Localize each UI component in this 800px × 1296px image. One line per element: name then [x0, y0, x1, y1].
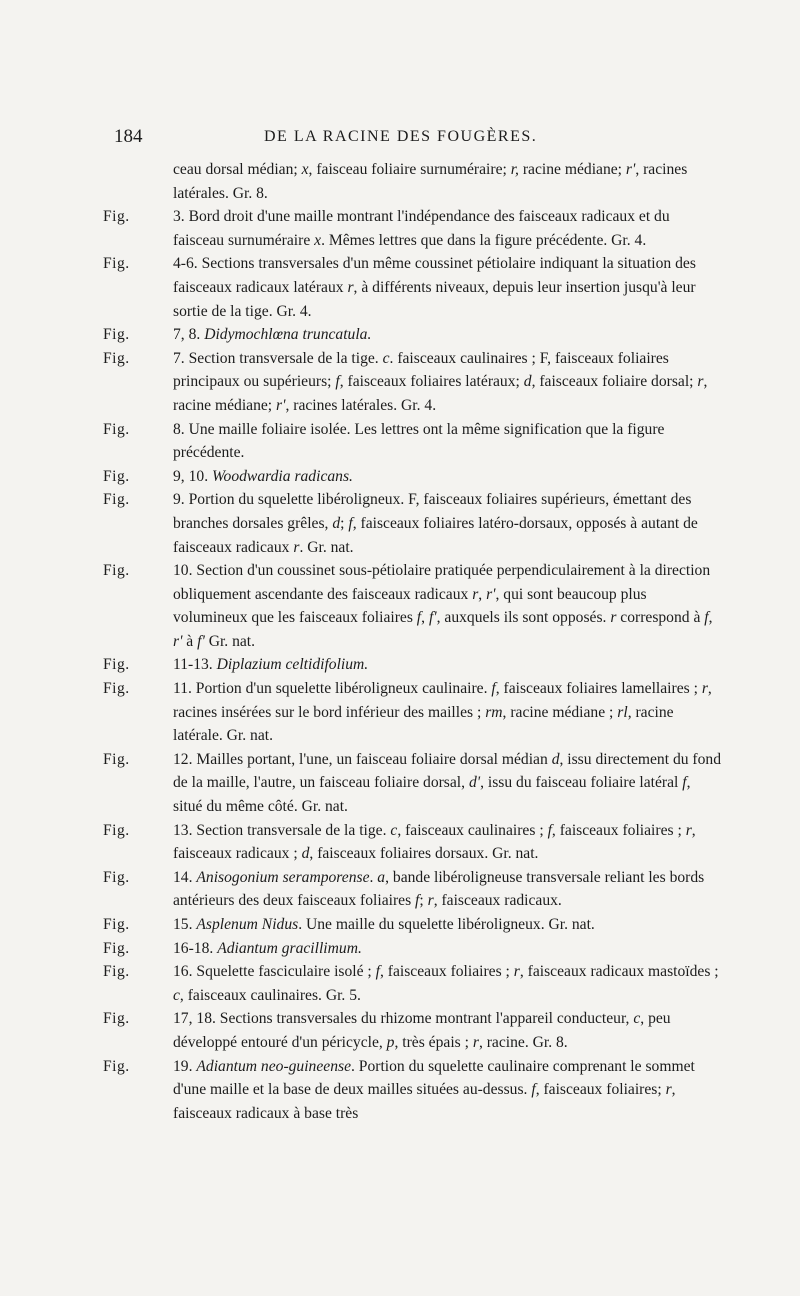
caption-text: [173, 205, 723, 252]
page-header: [114, 126, 714, 150]
caption-segment: ;: [419, 892, 428, 910]
caption-segment: , bande libéroligneuse transversale reliant les bords antérieurs des deux faisceaux foliaires: [173, 868, 705, 910]
caption-segment: , situé du même côté. Gr. nat.: [173, 774, 691, 816]
caption-italic-segment: a: [377, 868, 386, 886]
caption-segment: , racines latérales. Gr. 4.: [285, 396, 437, 414]
caption-segment: , faisceaux radicaux ;: [173, 821, 696, 863]
caption-text: [173, 252, 723, 323]
caption-segment: , faisceaux caulinaires. Gr. 5.: [179, 986, 361, 1004]
caption-entry: [103, 1007, 723, 1054]
caption-text: [173, 347, 723, 418]
caption-italic-segment: r,: [510, 161, 519, 178]
caption-segment: 11-13.: [173, 656, 217, 674]
caption-italic-segment: r: [610, 609, 617, 627]
caption-italic-segment: x: [314, 231, 322, 249]
caption-italic-segment: r: [427, 892, 434, 910]
caption-text: [173, 960, 723, 1007]
caption-segment: , faisceaux foliaires latéraux;: [339, 373, 524, 391]
caption-segment: , faisceaux foliaires;: [535, 1081, 666, 1099]
caption-segment: , issu du faisceau foliaire latéral: [480, 774, 683, 792]
caption-label: Fig.: [103, 1057, 130, 1075]
caption-segment: Gr. nat.: [204, 632, 256, 650]
caption-text: [173, 418, 723, 465]
caption-segment: , faisceaux foliaires dorsaux. Gr. nat.: [309, 845, 539, 863]
caption-segment: 7, 8.: [173, 326, 205, 344]
caption-italic-segment: d: [301, 845, 310, 863]
caption-italic-segment: f': [428, 609, 437, 627]
caption-italic-segment: r: [701, 680, 708, 698]
caption-italic-segment: x: [301, 161, 309, 178]
caption-italic-segment: c: [390, 821, 398, 839]
caption-segment: 3. Bord droit d'une maille montrant l'indépendance des faisceaux radicaux et du faisceau surnuméraire: [173, 208, 670, 249]
caption-segment: 13. Section transversale de la tige.: [173, 821, 391, 839]
caption-text: [173, 465, 723, 489]
caption-segment: , racine médiane ;: [502, 703, 618, 721]
caption-segment: 15.: [173, 916, 197, 933]
caption-italic-segment: f': [197, 632, 205, 650]
caption-segment: , racine médiane;: [173, 373, 708, 414]
caption-text: [173, 1007, 723, 1054]
caption-label: Fig.: [103, 467, 130, 485]
caption-text: [173, 323, 723, 347]
caption-italic-segment: f: [375, 963, 380, 981]
caption-segment: , peu développé entouré d'un péricycle,: [173, 1010, 671, 1051]
caption-italic-segment: f: [416, 609, 422, 627]
caption-italic-segment: r: [472, 1033, 479, 1051]
caption-segment: , qui sont beaucoup plus volumineux que les faisceaux foliaires: [173, 585, 647, 627]
caption-segment: , faisceaux foliaires latéro-dorsaux, opposés à autant de faisceaux radicaux: [173, 514, 698, 556]
caption-segment: 10. Section d'un coussinet sous-pétiolaire pratiquée perpendiculairement à la direction obliquement ascendante des faisceaux radicaux: [173, 562, 711, 603]
caption-segment: 17, 18. Sections transversales du rhizome montrant l'appareil conducteur,: [173, 1010, 634, 1028]
caption-segment: 14.: [173, 868, 197, 886]
caption-italic-segment: c: [173, 986, 180, 1004]
caption-segment: , racine latérale. Gr. nat.: [173, 703, 674, 745]
caption-italic-segment: d: [523, 373, 532, 391]
caption-label: Fig.: [103, 349, 130, 367]
caption-italic-segment: f: [491, 680, 496, 698]
caption-entry: [103, 465, 723, 489]
caption-segment: , racine. Gr. 8.: [478, 1033, 568, 1051]
caption-label: Fig.: [103, 963, 130, 981]
caption-label: Fig.: [103, 868, 130, 886]
caption-entry: [103, 158, 723, 205]
caption-italic-segment: d': [468, 774, 481, 792]
caption-label: Fig.: [103, 821, 130, 839]
caption-italic-segment: r: [347, 278, 354, 296]
caption-label: Fig.: [103, 208, 130, 226]
caption-label: Fig.: [103, 656, 130, 674]
caption-segment: . Mêmes lettres que dans la figure précédente. Gr. 4.: [321, 231, 647, 249]
caption-label: Fig.: [103, 562, 130, 580]
caption-label: Fig.: [103, 680, 130, 698]
caption-italic-segment: f: [682, 774, 687, 792]
caption-text: [173, 748, 723, 819]
caption-segment: 19.: [173, 1057, 197, 1075]
caption-segment: . Gr. nat.: [299, 538, 354, 556]
caption-entry: [103, 913, 723, 937]
caption-italic-segment: c: [633, 1010, 641, 1028]
caption-italic-segment: r': [276, 396, 286, 414]
caption-italic-segment: r': [173, 632, 183, 650]
caption-segment: , faisceaux radicaux mastoïdes ;: [519, 963, 719, 981]
caption-entry: [103, 866, 723, 913]
caption-text: [173, 559, 723, 653]
caption-italic-segment: d: [332, 514, 341, 532]
caption-segment: . Portion du squelette caulinaire comprenant le sommet d'une maille et la base de deux mailles situées au-dessus.: [173, 1057, 695, 1099]
caption-segment: ,: [421, 609, 429, 627]
caption-text: [173, 937, 723, 961]
caption-label: Fig.: [103, 916, 130, 933]
caption-segment: .: [369, 868, 378, 886]
caption-entry: [103, 748, 723, 819]
caption-italic-segment: f: [348, 514, 353, 532]
caption-italic-segment: f: [415, 892, 420, 910]
caption-segment: . Une maille du squelette libéroligneux. Gr. nat.: [298, 916, 595, 933]
caption-entry: [103, 937, 723, 961]
caption-segment: , faisceaux foliaires lamellaires ;: [495, 680, 702, 698]
caption-entry: [103, 653, 723, 677]
caption-segment: 16. Squelette fasciculaire isolé ;: [173, 963, 376, 981]
caption-segment: 4-6. Sections transversales d'un même coussinet pétiolaire indiquant la situation des faisceaux radicaux latéraux: [173, 255, 696, 296]
caption-segment: ;: [340, 514, 349, 532]
figure-captions: [103, 158, 723, 1125]
caption-italic-segment: d: [551, 750, 560, 768]
caption-italic-segment: r: [665, 1081, 672, 1099]
caption-italic-segment: p: [386, 1033, 395, 1051]
running-title: DE LA RACINE DES FOUGÈRES.: [264, 128, 538, 145]
page-number: 184: [114, 126, 143, 147]
caption-segment: 8. Une maille foliaire isolée. Les lettres ont la même signification que la figure précédente.: [173, 420, 665, 462]
caption-segment: , racines insérées sur le bord inférieur des mailles ;: [173, 680, 712, 721]
caption-segment: , issu directement du fond de la maille, l'autre, un faisceau foliaire dorsal,: [173, 750, 722, 792]
caption-italic-segment: f: [704, 609, 709, 627]
caption-label: Fig.: [103, 420, 130, 438]
caption-segment: 9. Portion du squelette libéroligneux. F, faisceaux foliaires supérieurs, émettant des branches dorsales grêles,: [173, 491, 692, 532]
caption-italic-segment: r': [486, 585, 496, 603]
caption-segment: 11. Portion d'un squelette libéroligneux caulinaire.: [173, 680, 492, 698]
caption-entry: [103, 323, 723, 347]
caption-segment: 12. Mailles portant, l'une, un faisceau foliaire dorsal médian: [173, 750, 552, 768]
caption-text: [173, 653, 723, 677]
caption-segment: ceau dorsal médian;: [173, 161, 302, 178]
caption-segment: ,: [478, 585, 487, 603]
caption-text: [173, 866, 723, 913]
caption-italic-segment: f: [335, 373, 340, 391]
caption-italic-segment: f: [547, 821, 552, 839]
caption-segment: , auxquels ils sont opposés.: [436, 609, 611, 627]
caption-label: Fig.: [103, 1010, 130, 1028]
caption-label: Fig.: [103, 255, 130, 273]
caption-entry: [103, 1055, 723, 1126]
caption-segment: 7. Section transversale de la tige.: [173, 349, 383, 367]
caption-segment: , faisceau foliaire surnuméraire;: [308, 161, 511, 178]
caption-label: Fig.: [103, 491, 130, 509]
caption-entry: [103, 418, 723, 465]
caption-text: [173, 819, 723, 866]
caption-segment: , racines latérales. Gr. 8.: [173, 161, 688, 202]
caption-italic-segment: rl: [617, 703, 628, 721]
caption-segment: , faisceaux caulinaires ;: [397, 821, 548, 839]
caption-label: Fig.: [103, 326, 130, 344]
caption-entry: [103, 677, 723, 748]
caption-italic-segment: Asplenum Nidus: [196, 916, 299, 933]
caption-italic-segment: r: [513, 963, 520, 981]
caption-italic-segment: r: [472, 585, 479, 603]
caption-text: [173, 913, 723, 937]
caption-italic-segment: Anisogonium seramporense: [196, 868, 370, 886]
caption-label: Fig.: [103, 939, 130, 957]
caption-text: [173, 158, 723, 205]
caption-segment: racine médiane;: [518, 161, 626, 178]
caption-segment: , faisceaux foliaire dorsal;: [531, 373, 698, 391]
caption-segment: , faisceaux radicaux.: [433, 892, 562, 910]
caption-italic-segment: Didymochlœna truncatula.: [204, 326, 372, 344]
caption-segment: , faisceaux radicaux à base très: [173, 1081, 676, 1122]
caption-italic-segment: c: [382, 349, 390, 367]
caption-italic-segment: f: [531, 1081, 536, 1099]
caption-italic-segment: r: [685, 821, 692, 839]
caption-entry: [103, 205, 723, 252]
caption-entry: [103, 960, 723, 1007]
caption-segment: correspond à: [616, 609, 705, 627]
caption-segment: 9, 10.: [173, 467, 212, 485]
caption-segment: , faisceaux foliaires ;: [551, 821, 686, 839]
caption-text: [173, 1055, 723, 1126]
caption-text: [173, 677, 723, 748]
caption-segment: , à différents niveaux, depuis leur insertion jusqu'à leur sortie de la tige. Gr. 4.: [173, 278, 696, 320]
caption-text: [173, 488, 723, 559]
caption-italic-segment: Adiantum neo-guineense: [196, 1057, 351, 1075]
caption-segment: , faisceaux foliaires ;: [380, 963, 514, 981]
caption-entry: [103, 252, 723, 323]
caption-segment: 16-18.: [173, 939, 218, 957]
caption-entry: [103, 559, 723, 653]
caption-entry: [103, 347, 723, 418]
caption-segment: , très épais ;: [394, 1033, 473, 1051]
caption-segment: à: [182, 632, 198, 650]
caption-entry: [103, 488, 723, 559]
caption-italic-segment: r: [293, 538, 300, 556]
caption-entry: [103, 819, 723, 866]
caption-italic-segment: r: [697, 373, 704, 391]
caption-label: [103, 158, 173, 205]
caption-label: Fig.: [103, 750, 130, 768]
caption-segment: ,: [708, 609, 713, 627]
caption-italic-segment: Diplazium celtidifolium.: [216, 656, 369, 674]
caption-italic-segment: r': [625, 161, 636, 178]
caption-italic-segment: Woodwardia radicans.: [211, 467, 353, 485]
caption-italic-segment: Adiantum gracillimum.: [217, 939, 362, 957]
caption-italic-segment: rm: [485, 703, 503, 721]
caption-segment: . faisceaux caulinaires ; F, faisceaux foliaires principaux ou supérieurs;: [173, 349, 669, 391]
